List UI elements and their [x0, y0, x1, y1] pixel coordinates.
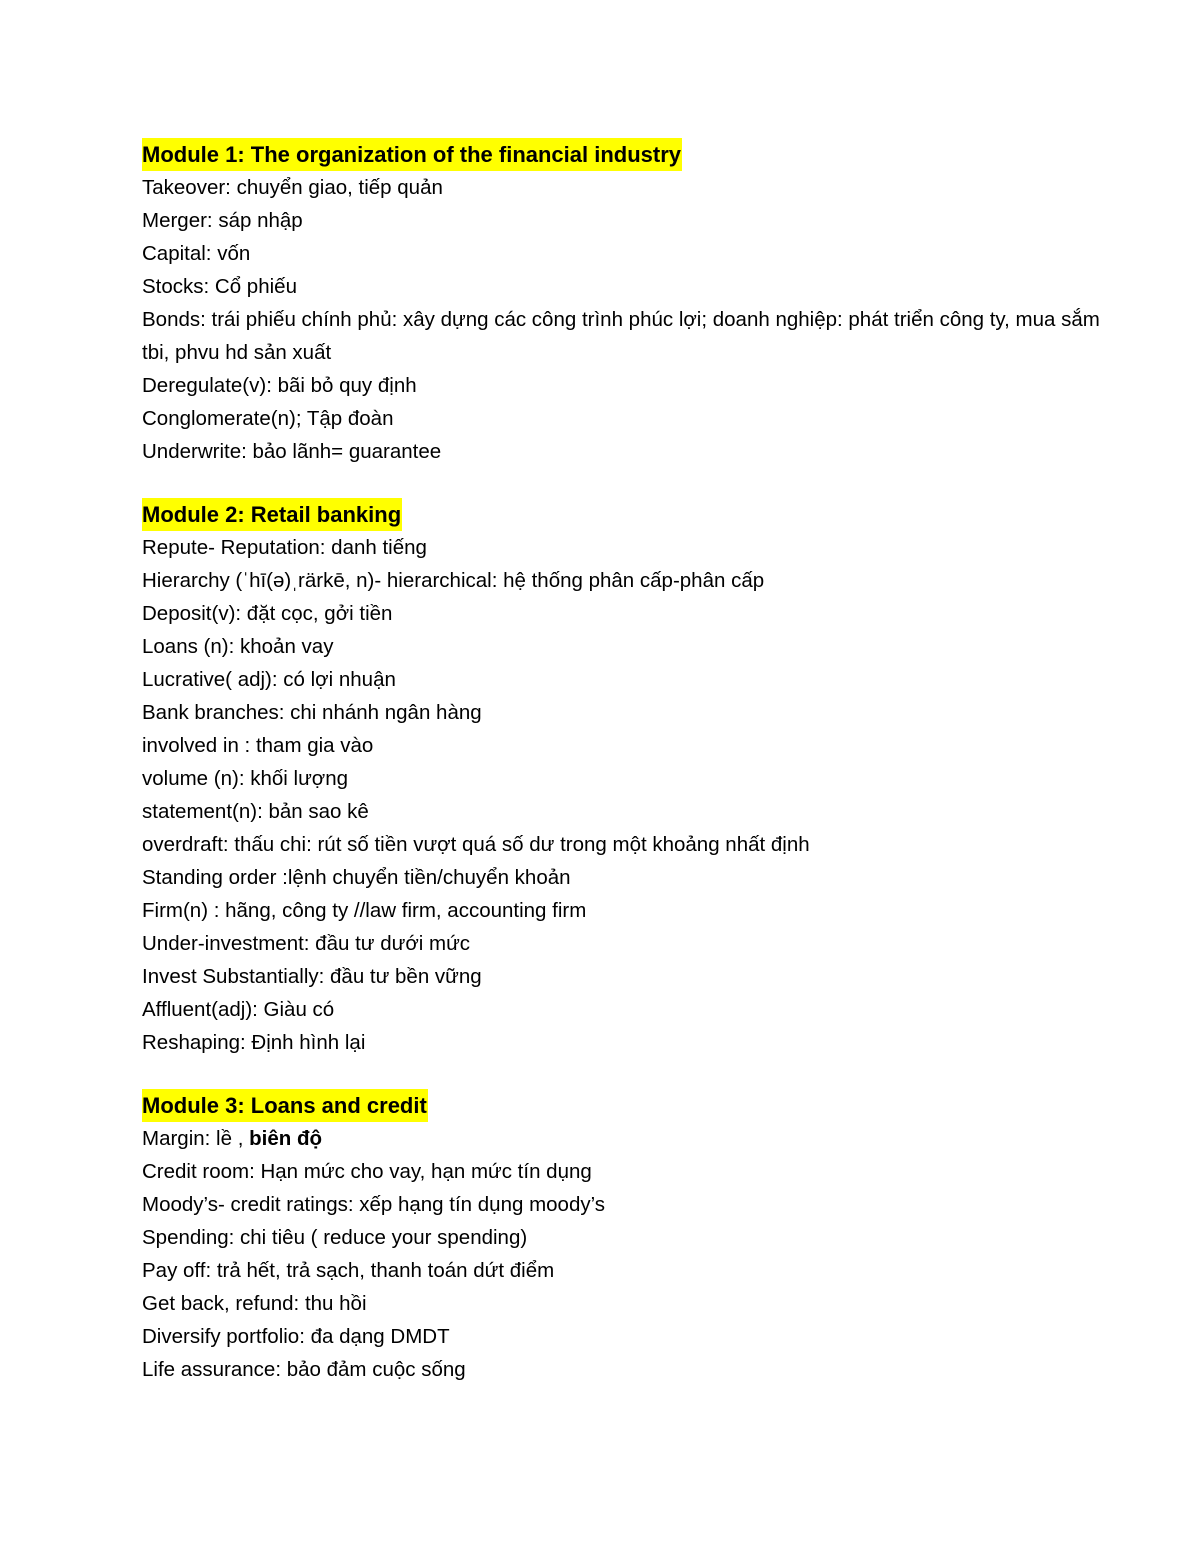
vocab-entry: Diversify portfolio: đa dạng DMDT: [142, 1325, 450, 1348]
margin-entry-bold-text: biên độ: [249, 1127, 322, 1150]
vocab-entry: Repute- Reputation: danh tiếng: [142, 536, 427, 559]
vocab-entry: Standing order :lệnh chuyển tiền/chuyển khoản: [142, 866, 571, 889]
vocab-entry: Stocks: Cổ phiếu: [142, 275, 297, 298]
vocab-entry: Pay off: trả hết, trả sạch, thanh toán dứt điểm: [142, 1259, 555, 1282]
vocab-entry: Bank branches: chi nhánh ngân hàng: [142, 701, 482, 724]
vocab-entry: Conglomerate(n); Tập đoàn: [142, 407, 394, 430]
vocab-entry: statement(n): bản sao kê: [142, 800, 369, 823]
vocab-entry-margin: [142, 1122, 1102, 1155]
vocab-entry: Under-investment: đầu tư dưới mức: [142, 932, 471, 955]
vocab-entry: Merger: sáp nhập: [142, 209, 303, 232]
vocab-entry: Spending: chi tiêu ( reduce your spending): [142, 1226, 528, 1249]
vocab-entry: Moody’s- credit ratings: xếp hạng tín dụng moody’s: [142, 1193, 606, 1216]
margin-entry-text: Margin: lề ,: [142, 1127, 250, 1150]
module-2-section: [142, 498, 1102, 1059]
vocab-entry: Invest Substantially: đầu tư bền vững: [142, 965, 482, 988]
vocab-entry: Hierarchy (ˈhī(ə)ˌrärkē, n)- hierarchical: hệ thống phân cấp-phân cấp: [142, 569, 765, 592]
vocab-entry: Underwrite: bảo lãnh= guarantee: [142, 440, 442, 463]
vocab-entry: volume (n): khối lượng: [142, 767, 349, 790]
vocab-entry: Credit room: Hạn mức cho vay, hạn mức tín dụng: [142, 1160, 592, 1183]
module-2-heading: Module 2: Retail banking: [142, 498, 402, 531]
vocab-entry: Lucrative( adj): có lợi nhuận: [142, 668, 396, 691]
module-1-heading: Module 1: The organization of the financial industry: [142, 138, 682, 171]
vocab-entry: Reshaping: Định hình lại: [142, 1031, 366, 1054]
vocab-entry: Bonds: trái phiếu chính phủ: xây dựng các công trình phúc lợi; doanh nghiệp: phát triển công ty, mua sắm tbi, phvu hd sản xuất: [142, 308, 1100, 364]
vocab-entry: overdraft: thấu chi: rút số tiền vượt quá số dư trong một khoảng nhất định: [142, 833, 810, 856]
vocab-entry: Firm(n) : hãng, công ty //law firm, accounting firm: [142, 899, 587, 922]
vocab-entry: Loans (n): khoản vay: [142, 635, 334, 658]
module-3-section: [142, 1089, 1102, 1386]
vocab-entry: Deregulate(v): bãi bỏ quy định: [142, 374, 417, 397]
vocab-entry: Affluent(adj): Giàu có: [142, 998, 335, 1021]
vocab-entry: Takeover: chuyển giao, tiếp quản: [142, 176, 443, 199]
vocab-entry: Life assurance: bảo đảm cuộc sống: [142, 1358, 466, 1381]
vocab-entry: Deposit(v): đặt cọc, gởi tiền: [142, 602, 393, 625]
document-page: [142, 138, 1102, 1416]
vocab-entry: involved in : tham gia vào: [142, 734, 374, 757]
vocab-entry: Get back, refund: thu hồi: [142, 1292, 367, 1315]
module-1-section: [142, 138, 1102, 468]
vocab-entry: Capital: vốn: [142, 242, 251, 265]
module-3-heading: Module 3: Loans and credit: [142, 1089, 428, 1122]
